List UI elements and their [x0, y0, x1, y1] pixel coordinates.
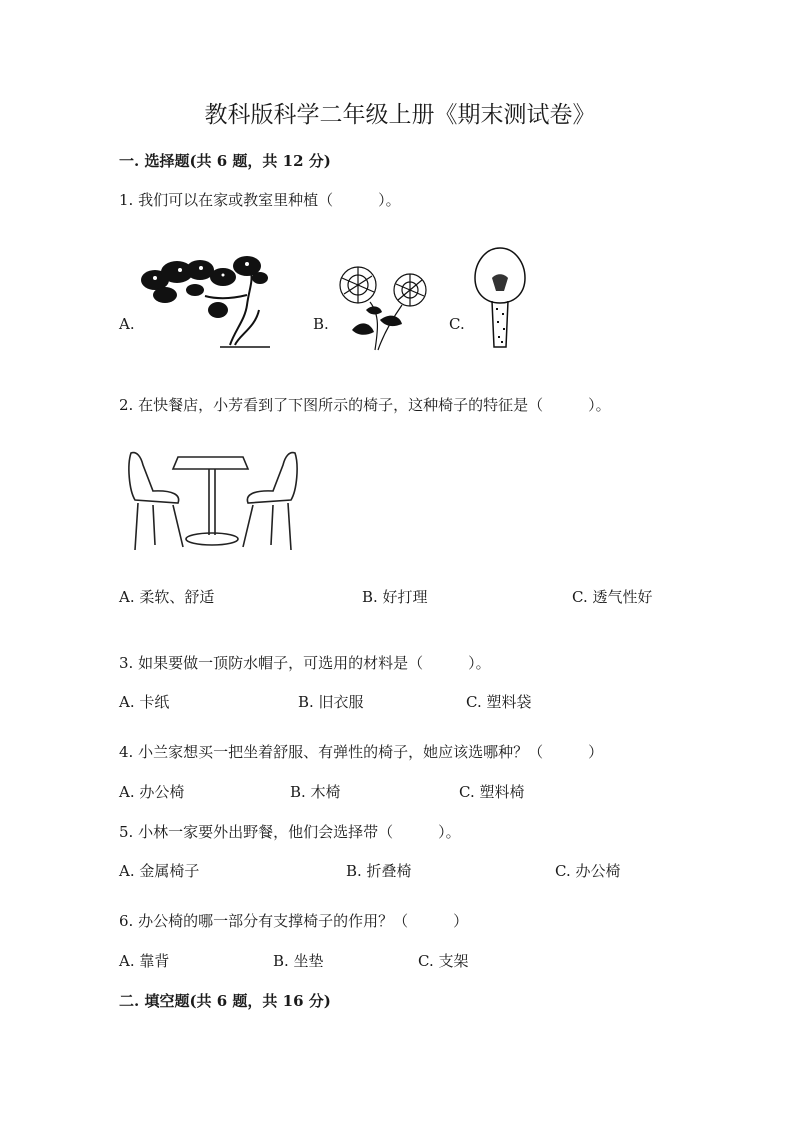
- q1-option-c[interactable]: C.: [449, 315, 465, 333]
- question-6: 6. 办公椅的哪一部分有支撑椅子的作用？（ ）: [119, 912, 469, 930]
- q2-option-c[interactable]: C. 透气性好: [572, 588, 653, 606]
- tree-image: [470, 243, 530, 351]
- question-1: 1. 我们可以在家或教室里种植（ ）。: [119, 191, 401, 209]
- q3-option-c[interactable]: C. 塑料袋: [466, 693, 532, 711]
- q4-option-c[interactable]: C. 塑料椅: [459, 783, 525, 801]
- question-4: 4. 小兰家想买一把坐着舒服、有弹性的椅子，她应该选哪种？（ ）: [119, 743, 604, 761]
- chrysanthemum-image: [330, 260, 435, 355]
- question-5: 5. 小林一家要外出野餐，他们会选择带（ ）。: [119, 823, 461, 841]
- question-3: 3. 如果要做一顶防水帽子，可选用的材料是（ ）。: [119, 654, 491, 672]
- q5-option-c[interactable]: C. 办公椅: [555, 862, 621, 880]
- q5-option-a[interactable]: A. 金属椅子: [119, 862, 200, 880]
- q4-option-b[interactable]: B. 木椅: [290, 783, 341, 801]
- q4-option-a[interactable]: A. 办公椅: [119, 783, 185, 801]
- q6-option-c[interactable]: C. 支架: [418, 952, 469, 970]
- q2-option-b[interactable]: B. 好打理: [362, 588, 428, 606]
- q1-option-b[interactable]: B.: [313, 315, 329, 333]
- bonsai-pine-image: [135, 250, 275, 350]
- q3-option-a[interactable]: A. 卡纸: [119, 693, 170, 711]
- q1-option-a[interactable]: A.: [119, 315, 135, 333]
- cafe-table-chairs-image: [123, 445, 303, 555]
- section-heading-choice: 一. 选择题(共 6 题，共 12 分): [119, 152, 331, 170]
- q3-option-b[interactable]: B. 旧衣服: [298, 693, 364, 711]
- section-heading-fill: 二. 填空题(共 6 题，共 16 分): [119, 992, 331, 1010]
- q6-option-a[interactable]: A. 靠背: [119, 952, 170, 970]
- q2-option-a[interactable]: A. 柔软、舒适: [119, 588, 215, 606]
- q6-option-b[interactable]: B. 坐垫: [273, 952, 324, 970]
- page-title: 教科版科学二年级上册《期末测试卷》: [204, 102, 596, 128]
- q5-option-b[interactable]: B. 折叠椅: [346, 862, 412, 880]
- question-2: 2. 在快餐店，小芳看到了下图所示的椅子，这种椅子的特征是（ ）。: [119, 396, 611, 414]
